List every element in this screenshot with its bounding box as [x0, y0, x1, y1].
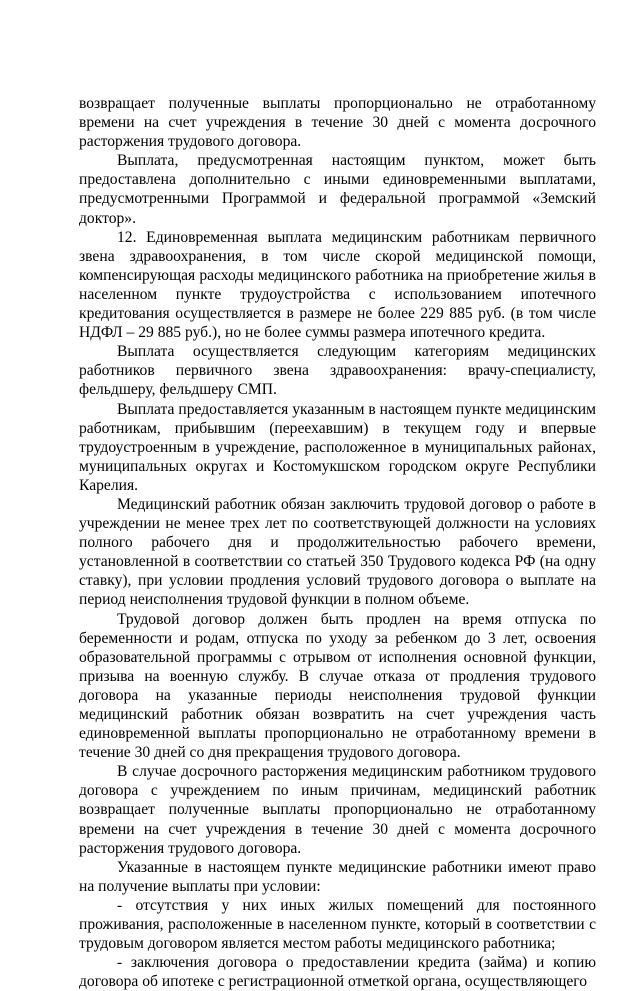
paragraph-item-12: 12. Единовременная выплата медицинским работникам первичного звена здравоохранения, в том числе скорой медицинской помощи, компенсирующая расходы медицинского работника на приобретение жилья в населенном пункте трудоустройства с использованием ипотечного кредитования осуществляется в размере не более 229 885 руб. (в том числе НДФЛ – 29 885 руб.), но не более суммы размера ипотечного кредита. — [79, 228, 596, 342]
paragraph-contract-obligation: Медицинский работник обязан заключить трудовой договор о работе в учреждении не менее трех лет по соответствующей должности на условиях полного рабочего дня и продолжительностью рабочего времени, установленной в соответствии со статьей 350 Трудового кодекса РФ (на одну ставку), при условии продления условий трудового договора о выплате на период неисполнения трудовой функции в полном объеме. — [79, 495, 596, 609]
paragraph-conditions-intro: Указанные в настоящем пункте медицинские работники имеют право на получение выплаты при условии: — [79, 858, 596, 895]
paragraph-categories: Выплата осуществляется следующим категориям медицинских работников первичного звена здравоохранения: врачу-специалисту, фельдшеру, фельдшеру СМП. — [79, 343, 596, 399]
paragraph-eligibility: Выплата предоставляется указанным в настоящем пункте медицинским работникам, прибывшим (переехавшим) в текущем году и впервые трудоустроенным в учреждение, расположенное в муниципальных районах, муниципальных округах и Костомукшском городском округе Республики Карелия. — [79, 400, 596, 494]
paragraph-early-termination: В случае досрочного расторжения медицинским работником трудового договора с учреждением по иным причинам, медицинский работник возвращает полученные выплаты пропорционально не отработанному времени на счет учреждения в течение 30 дней с момента досрочного расторжения трудового договора. — [79, 763, 596, 857]
list-item-no-housing: - отсутствия у них иных жилых помещений для постоянного проживания, расположенные в населенном пункте, который в соответствии с трудовым договором является местом работы медицинского работника; — [79, 896, 596, 953]
paragraph-contract-extension: Трудовой договор должен быть продлен на время отпуска по беременности и родам, отпуска по уходу за ребенком до 3 лет, освоения образовательной программы с отрывом от исполнения основной функции, призыва на военную службу. В случае отказа от продления трудового договора на указанные периоды неисполнения трудовой функции медицинский работник обязан возвратить на счет учреждения часть единовременной выплаты пропорционально не отработанному времени в течение 30 дней со дня прекращения трудового договора. — [79, 610, 596, 762]
document-page — [79, 94, 596, 991]
paragraph-additional-payment: Выплата, предусмотренная настоящим пунктом, может быть предоставлена дополнительно с иными единовременными выплатами, предусмотренными Программой и федеральной программой «Земский доктор». — [79, 152, 596, 227]
paragraph-continuation: возвращает полученные выплаты пропорционально не отработанному времени на счет учреждения в течение 30 дней с момента досрочного расторжения трудового договора. — [79, 95, 596, 151]
list-item-loan-agreement: - заключения договора о предоставлении кредита (займа) и копию договора об ипотеке с регистрационной отметкой органа, осуществляющего — [79, 954, 596, 991]
